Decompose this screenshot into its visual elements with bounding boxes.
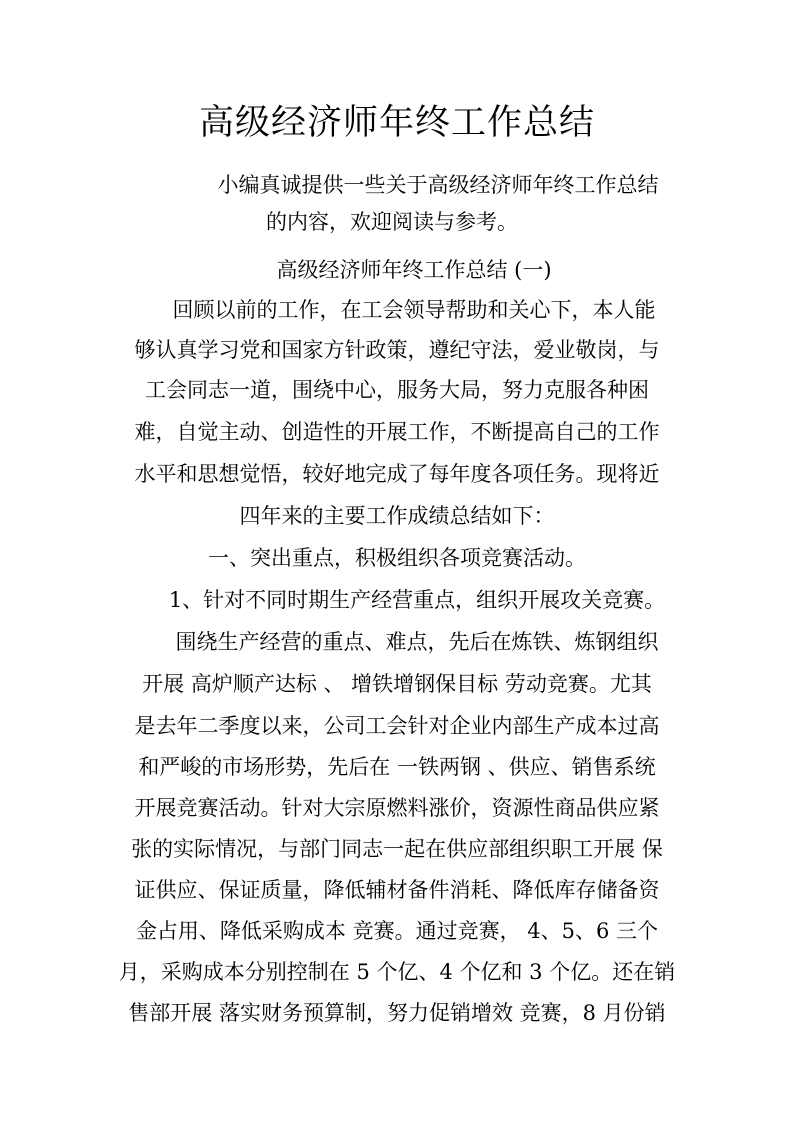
paragraph-line: 回顾以前的工作，在工会领导帮助和关心下，本人能	[172, 298, 656, 322]
paragraph-line: 围绕生产经营的重点、难点，先后在炼铁、炼钢组织	[175, 630, 659, 654]
paragraph-line: 售部开展 落实财务预算制，努力促销增效 竞赛，8 月份销	[128, 1001, 666, 1025]
paragraph-line: 开展竞赛活动。针对大宗原燃料涨价，资源性商品供应紧	[134, 796, 660, 820]
paragraph-line: 水平和思想觉悟，较好地完成了每年度各项任务。现将近	[134, 462, 660, 486]
paragraph-line: 张的实际情况，与部门同志一起在供应部组织职工开展 保	[131, 837, 663, 861]
paragraph-line: 够认真学习党和国家方针政策，遵纪守法，爱业敬岗，与	[134, 338, 660, 362]
paragraph-line: 证供应、保证质量，降低辅材备件消耗、降低库存储备资	[134, 878, 660, 902]
paragraph-line: 四年来的主要工作成绩总结如下：	[239, 504, 555, 528]
paragraph-line: 和严峻的市场形势，先后在 一铁两钢 、供应、销售系统	[138, 755, 656, 779]
paragraph-line: 工会同志一道，围绕中心，服务大局，努力克服各种困	[145, 378, 649, 402]
paragraph-line: 开展 高炉顺产达标 、 增铁增钢保目标 劳动竞赛。尤其	[142, 672, 652, 696]
subheading-line: 一、突出重点，积极组织各项竞赛活动。	[208, 546, 586, 570]
section-heading: 高级经济师年终工作总结 (一)	[276, 258, 552, 282]
paragraph-line: 是去年二季度以来，公司工会针对企业内部生产成本过高	[134, 714, 660, 738]
intro-line-2: 的内容，欢迎阅读与参考。	[266, 210, 518, 234]
document-title: 高级经济师年终工作总结	[198, 103, 595, 143]
paragraph-line: 月，采购成本分别控制在 5 个亿、4 个亿和 3 个亿。还在销	[118, 960, 676, 984]
intro-line-1: 小编真诚提供一些关于高级经济师年终工作总结	[217, 173, 659, 197]
paragraph-line: 金占用、降低采购成本 竞赛。通过竞赛， 4、5、6 三个	[135, 919, 659, 943]
subheading-line: 1、针对不同时期生产经营重点，组织开展攻关竞赛。	[168, 588, 666, 612]
paragraph-line: 难，自觉主动、创造性的开展工作，不断提高自己的工作	[134, 420, 660, 444]
